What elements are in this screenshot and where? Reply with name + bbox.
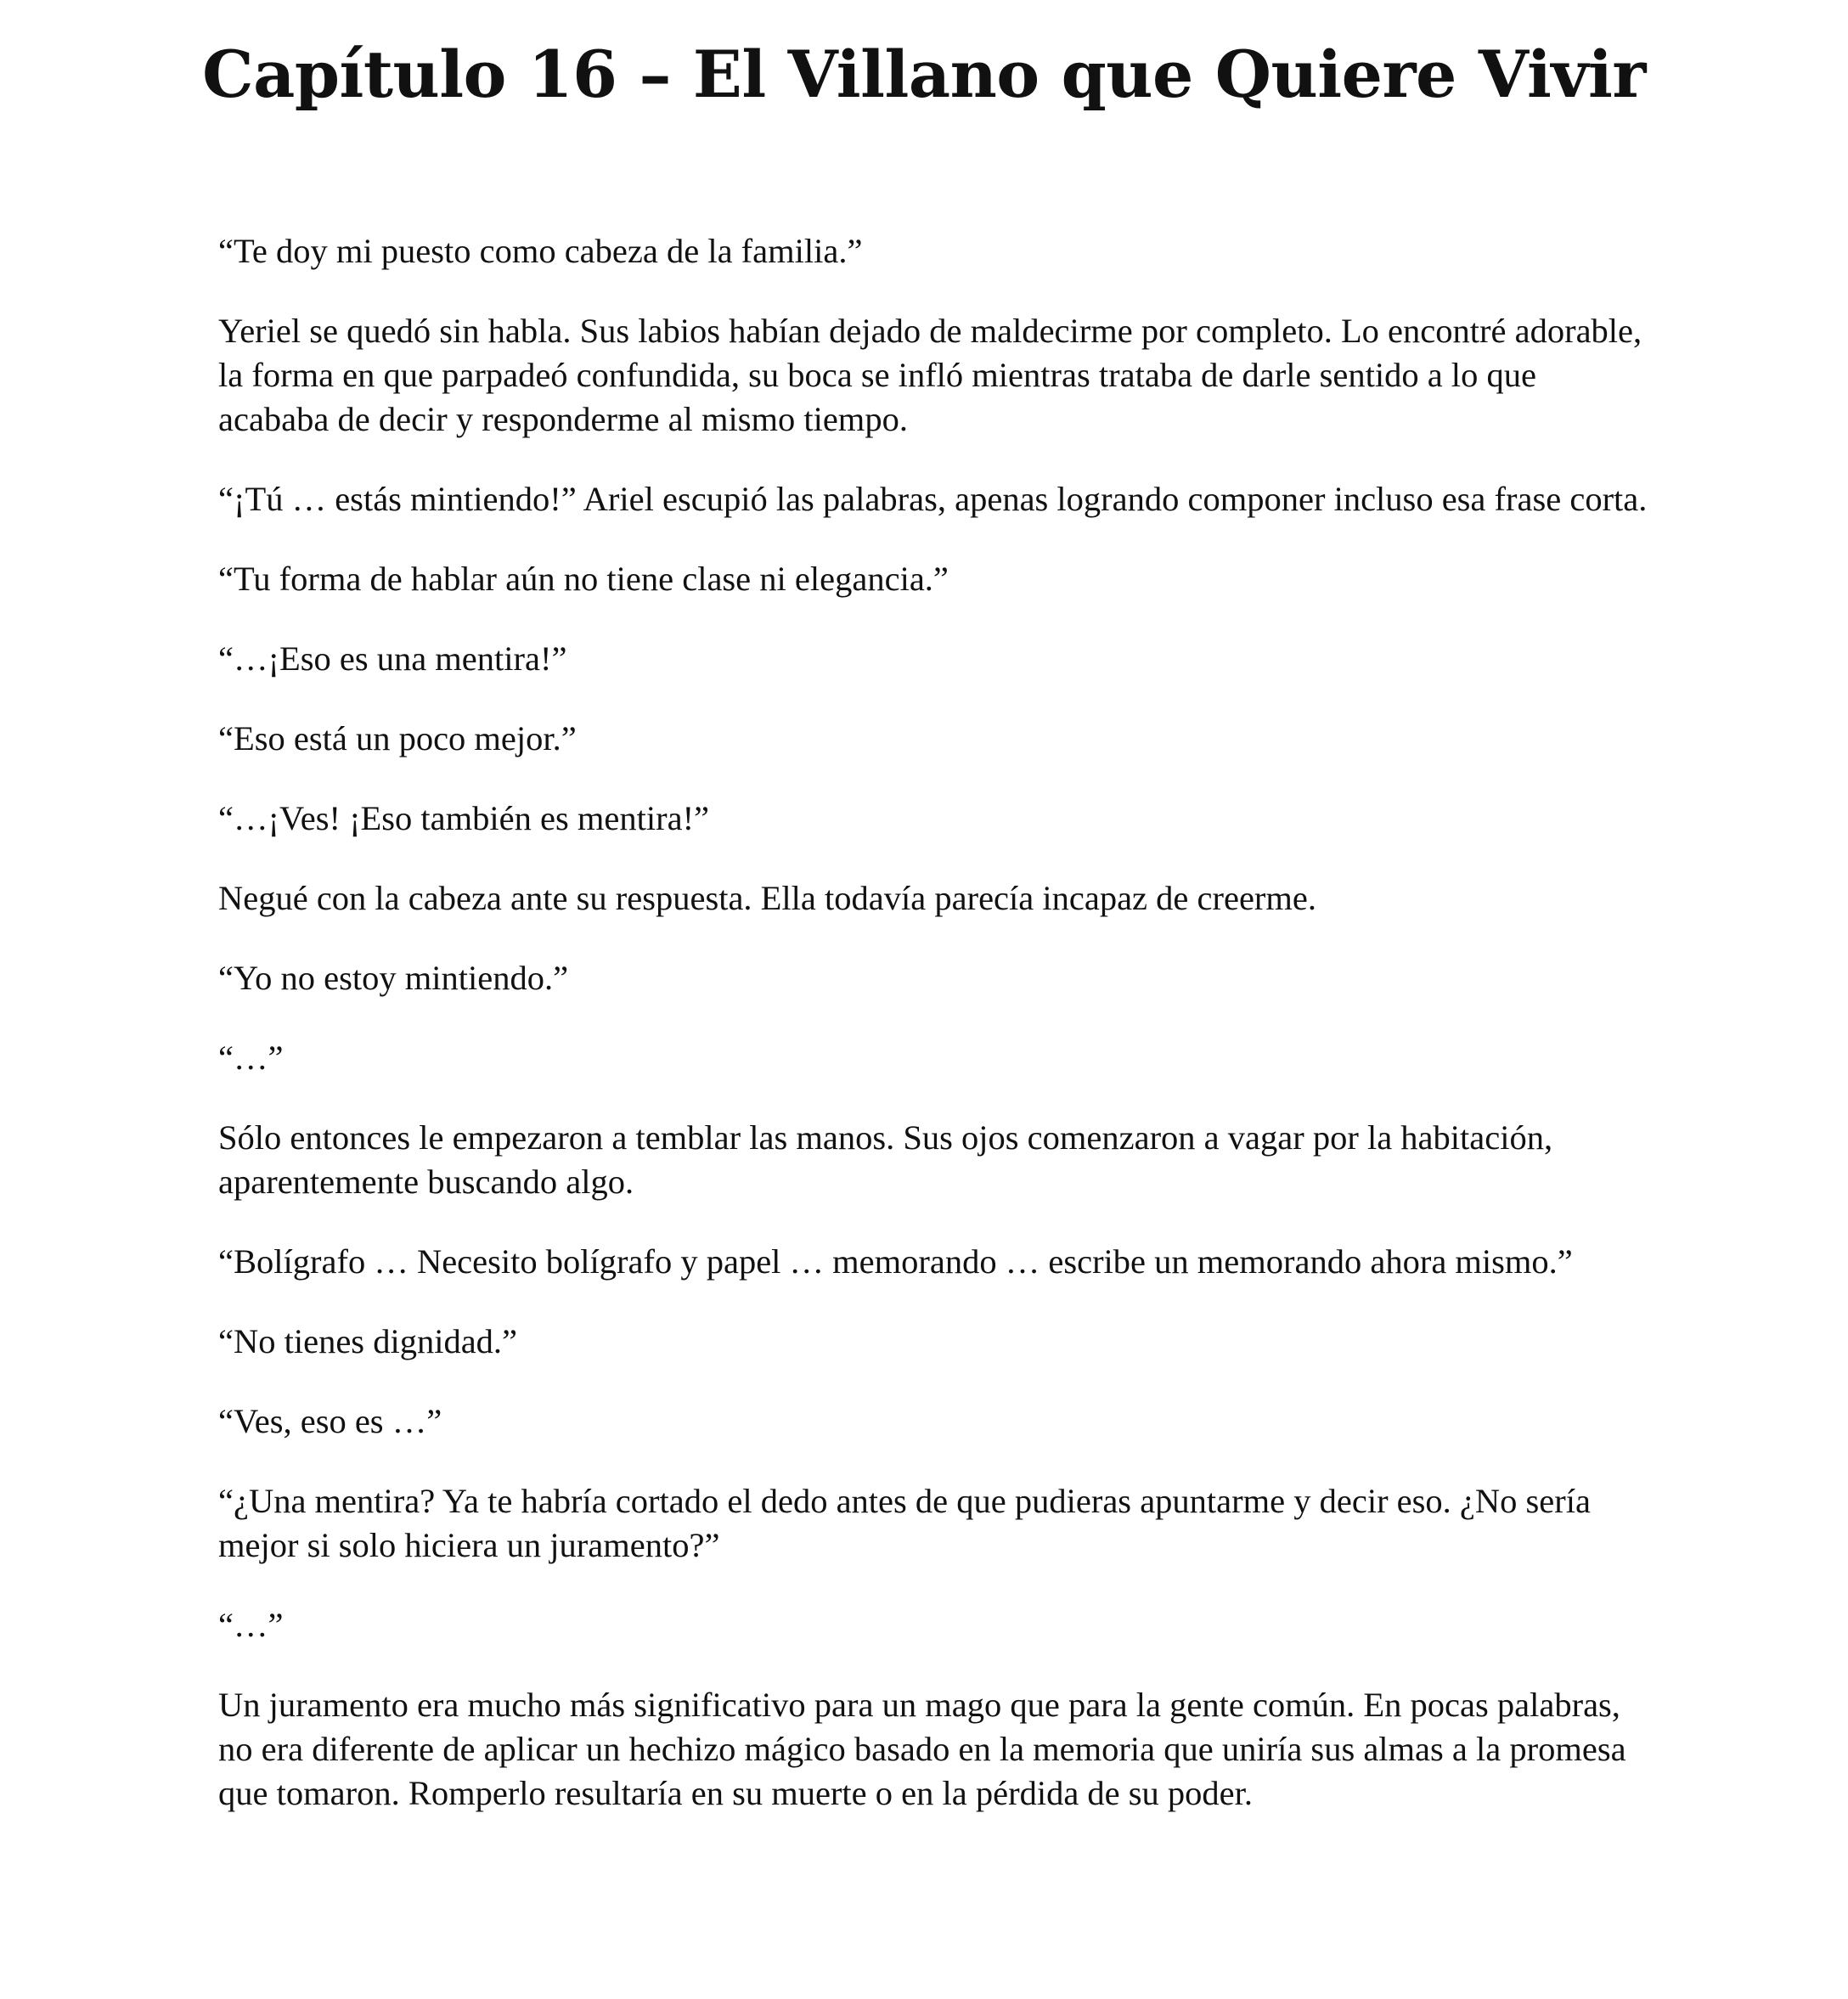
- chapter-body: [218, 229, 1654, 1851]
- paragraph: “…¡Ves! ¡Eso también es mentira!”: [218, 799, 710, 837]
- paragraph: Sólo entonces le empezaron a temblar las manos. Sus ojos comenzaron a vagar por la habitación, aparentemente buscando algo.: [218, 1118, 1553, 1201]
- paragraph: “No tienes dignidad.”: [218, 1322, 518, 1360]
- paragraph: “Tu forma de hablar aún no tiene clase ni elegancia.”: [218, 560, 949, 598]
- paragraph: “…”: [218, 1606, 284, 1644]
- paragraph: “¿Una mentira? Ya te habría cortado el dedo antes de que pudieras apuntarme y decir eso. ¿No sería mejor si solo hiciera un juramento?”: [218, 1482, 1591, 1564]
- paragraph: “Ves, eso es …”: [218, 1402, 442, 1440]
- paragraph: Negué con la cabeza ante su respuesta. Ella todavía parecía incapaz de creerme.: [218, 879, 1317, 917]
- paragraph: “Te doy mi puesto como cabeza de la familia.”: [218, 232, 863, 270]
- paragraph: “Yo no estoy mintiendo.”: [218, 959, 569, 997]
- paragraph: “…¡Eso es una mentira!”: [218, 639, 567, 678]
- chapter-title: Capítulo 16 – El Villano que Quiere Vivir: [202, 37, 1646, 112]
- paragraph: “…”: [218, 1039, 284, 1077]
- paragraph: “¡Tú … estás mintiendo!” Ariel escupió las palabras, apenas logrando componer incluso esa frase corta.: [218, 480, 1648, 518]
- paragraph: Un juramento era mucho más significativo para un mago que para la gente común. En pocas palabras, no era diferente de aplicar un hechizo mágico basado en la memoria que uniría sus almas a la promesa que tomaron. Romperlo resultaría en su muerte o en la pérdida de su poder.: [218, 1686, 1626, 1812]
- paragraph: “Eso está un poco mejor.”: [218, 719, 577, 757]
- paragraph: Yeriel se quedó sin habla. Sus labios habían dejado de maldecirme por completo. Lo encontré adorable, la forma en que parpadeó confundida, su boca se infló mientras trataba de darle sentido a lo que acababa de decir y responderme al mismo tiempo.: [218, 312, 1642, 438]
- paragraph: “Bolígrafo … Necesito bolígrafo y papel … memorando … escribe un memorando ahora mismo.”: [218, 1242, 1573, 1281]
